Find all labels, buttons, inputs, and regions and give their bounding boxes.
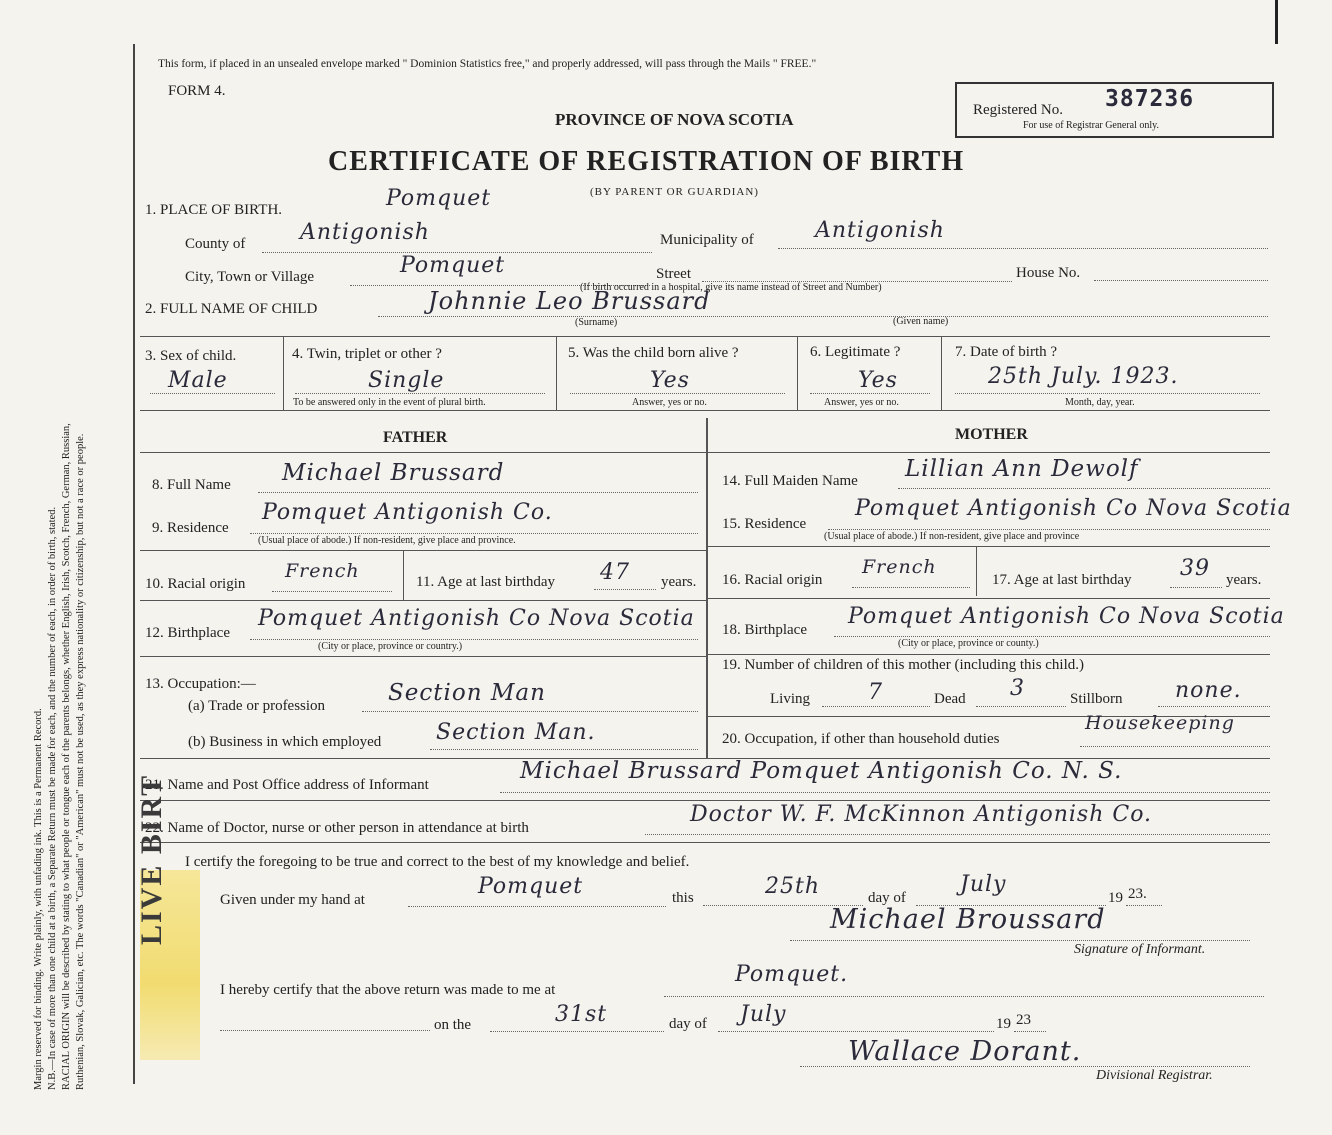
certificate-title: CERTIFICATE OF REGISTRATION OF BIRTH xyxy=(328,146,965,177)
informant-signature: Michael Broussard xyxy=(830,904,1106,935)
certificate-subtitle: (BY PARENT OR GUARDIAN) xyxy=(590,186,759,198)
child-name-value: Johnnie Leo Brussard xyxy=(428,287,711,315)
child-name-label: 2. FULL NAME OF CHILD xyxy=(145,301,318,317)
father-business-value: Section Man. xyxy=(436,720,596,745)
cert-day-value: 25th xyxy=(765,874,821,899)
mother-name-label: 14. Full Maiden Name xyxy=(722,473,858,489)
mother-birthplace-label: 18. Birthplace xyxy=(722,622,807,638)
registered-label: Registered No. xyxy=(973,102,1063,118)
margin-line-2: N.B.—In case of more than one child at a birth, a Separate Return must be made for each, and the number of each, in order of birth, stated. xyxy=(47,506,58,1090)
mother-children-label: 19. Number of children of this mother (including this child.) xyxy=(722,657,1085,673)
cert-month-value: July xyxy=(960,872,1007,897)
father-racial-value: French xyxy=(285,560,360,582)
born-alive-label: 5. Was the child born alive ? xyxy=(568,345,739,361)
mother-residence-label: 15. Residence xyxy=(722,516,807,532)
surname-note: (Surname) xyxy=(575,317,618,328)
doctor-label: 22. Name of Doctor, nurse or other person in attendance at birth xyxy=(145,820,529,836)
dob-note: Month, day, year. xyxy=(1065,397,1135,408)
father-residence-value: Pomquet Antigonish Co. xyxy=(262,500,553,525)
mother-residence-note: (Usual place of abode.) If non-resident, give place and province xyxy=(824,531,1080,542)
living-value: 7 xyxy=(868,680,883,705)
twin-note: To be answered only in the event of plural birth. xyxy=(293,397,486,408)
father-business-label: (b) Business in which employed xyxy=(188,734,382,750)
registered-number: 387236 xyxy=(1105,86,1195,112)
father-heading: FATHER xyxy=(383,429,448,446)
sex-label: 3. Sex of child. xyxy=(145,348,237,364)
father-name-value: Michael Brussard xyxy=(282,460,505,486)
registrar-year-value: 23 xyxy=(1016,1012,1031,1028)
father-trade-value: Section Man xyxy=(388,680,546,706)
given-under-label: Given under my hand at xyxy=(220,892,365,908)
live-birth-stamp: LIVE BIRT xyxy=(135,773,168,945)
cert-day-of-label: day of xyxy=(868,890,906,906)
informant-value: Michael Brussard Pomquet Antigonish Co. N. S. xyxy=(520,758,1123,784)
registrar-signature: Wallace Dorant. xyxy=(848,1036,1082,1067)
father-name-label: 8. Full Name xyxy=(152,477,231,493)
mother-age-label: 17. Age at last birthday xyxy=(992,572,1132,588)
mother-age-value: 39 xyxy=(1180,556,1210,581)
margin-line-3: RACIAL ORIGIN will be described by stating to what people or tongue each of the parents belongs, whether English, Irish, Scotch, French, German, Russian, xyxy=(61,423,72,1090)
dead-label: Dead xyxy=(934,691,966,707)
twin-value: Single xyxy=(368,368,445,393)
legitimate-label: 6. Legitimate ? xyxy=(810,344,901,360)
mother-name-value: Lillian Ann Dewolf xyxy=(905,456,1139,482)
street-label: Street xyxy=(656,266,691,282)
dead-value: 3 xyxy=(1010,676,1025,701)
living-label: Living xyxy=(770,691,810,707)
municipality-label: Municipality of xyxy=(660,232,754,248)
this-label: this xyxy=(672,890,694,906)
father-birthplace-label: 12. Birthplace xyxy=(145,625,230,641)
mail-notice: This form, if placed in an unsealed envelope marked " Dominion Statistics free," and properly addressed, will pass through the Mails " FREE." xyxy=(158,58,817,70)
registrar-year-prefix: 19 xyxy=(996,1016,1011,1032)
father-occupation-label: 13. Occupation:— xyxy=(145,676,256,692)
cert-year-prefix: 19 xyxy=(1108,890,1123,906)
father-age-label: 11. Age at last birthday xyxy=(416,574,555,590)
margin-instructions xyxy=(32,30,88,1090)
county-label: County of xyxy=(185,236,246,252)
registered-number-box xyxy=(955,82,1274,138)
province-heading: PROVINCE OF NOVA SCOTIA xyxy=(555,110,794,129)
registrar-note: For use of Registrar General only. xyxy=(1023,120,1159,131)
registrar-day-of-label: day of xyxy=(669,1016,707,1032)
city-value: Pomquet xyxy=(400,253,506,278)
father-age-unit: years. xyxy=(661,574,697,590)
mother-residence-value: Pomquet Antigonish Co Nova Scotia xyxy=(855,496,1292,521)
father-residence-note: (Usual place of abode.) If non-resident, give place and province. xyxy=(258,535,516,546)
mother-occupation-label: 20. Occupation, if other than household duties xyxy=(722,731,1000,747)
born-alive-value: Yes xyxy=(650,368,690,393)
street-note: (If birth occurred in a hospital, give its name instead of Street and Number) xyxy=(580,282,882,293)
cert-year-value: 23. xyxy=(1128,886,1147,902)
mother-age-unit: years. xyxy=(1226,572,1262,588)
municipality-value: Antigonish xyxy=(815,218,945,243)
mother-birthplace-note: (City or place, province or county.) xyxy=(898,638,1039,649)
scan-edge-mark xyxy=(1275,0,1278,44)
registrar-place-value: Pomquet. xyxy=(735,962,849,987)
registrar-on-label: on the xyxy=(434,1017,472,1033)
father-trade-label: (a) Trade or profession xyxy=(188,698,326,714)
margin-line-1: Margin reserved for binding. Write plainly, with unfading ink. This is a Permanent Record. xyxy=(33,708,44,1090)
stillborn-value: none. xyxy=(1175,678,1242,703)
registrar-statement: I hereby certify that the above return was made to me at xyxy=(220,982,556,998)
sex-value: Male xyxy=(168,368,228,393)
stillborn-label: Stillborn xyxy=(1070,691,1123,707)
registrar-month-value: July xyxy=(740,1002,787,1027)
given-name-note: (Given name) xyxy=(893,316,949,327)
dob-value: 25th July. 1923. xyxy=(988,364,1179,389)
informant-label: 21. Name and Post Office address of Informant xyxy=(145,777,429,793)
legitimate-value: Yes xyxy=(858,368,898,393)
father-birthplace-note: (City or place, province or country.) xyxy=(318,641,463,652)
mother-racial-value: French xyxy=(862,556,937,578)
father-age-value: 47 xyxy=(600,560,630,585)
twin-label: 4. Twin, triplet or other ? xyxy=(292,346,442,362)
house-number-label: House No. xyxy=(1016,265,1081,281)
legitimate-note: Answer, yes or no. xyxy=(824,397,899,408)
informant-signature-label: Signature of Informant. xyxy=(1074,942,1206,957)
mother-birthplace-value: Pomquet Antigonish Co Nova Scotia xyxy=(848,604,1285,629)
mother-racial-label: 16. Racial origin xyxy=(722,572,823,588)
father-residence-label: 9. Residence xyxy=(152,520,229,536)
father-birthplace-value: Pomquet Antigonish Co Nova Scotia xyxy=(258,606,695,631)
place-of-birth-value: Pomquet xyxy=(386,186,492,211)
certify-statement: I certify the foregoing to be true and correct to the best of my knowledge and belief. xyxy=(185,854,690,870)
margin-line-4: Ruthenian, Slovak, Galician, etc. The words "Canadian" or "American" must not be used, as they express nationality or citizenship, but not a race or people. xyxy=(75,433,86,1090)
father-racial-label: 10. Racial origin xyxy=(145,576,246,592)
place-of-birth-label: 1. PLACE OF BIRTH. xyxy=(145,202,283,218)
county-value: Antigonish xyxy=(300,220,430,245)
mother-heading: MOTHER xyxy=(955,426,1028,443)
mother-occupation-value: Housekeeping xyxy=(1085,712,1235,734)
form-number: FORM 4. xyxy=(168,83,226,99)
city-label: City, Town or Village xyxy=(185,269,315,285)
doctor-value: Doctor W. F. McKinnon Antigonish Co. xyxy=(690,802,1153,827)
registrar-signature-label: Divisional Registrar. xyxy=(1096,1068,1213,1083)
given-place-value: Pomquet xyxy=(478,874,584,899)
born-alive-note: Answer, yes or no. xyxy=(632,397,707,408)
registrar-day-value: 31st xyxy=(555,1002,608,1027)
dob-label: 7. Date of birth ? xyxy=(955,344,1058,360)
